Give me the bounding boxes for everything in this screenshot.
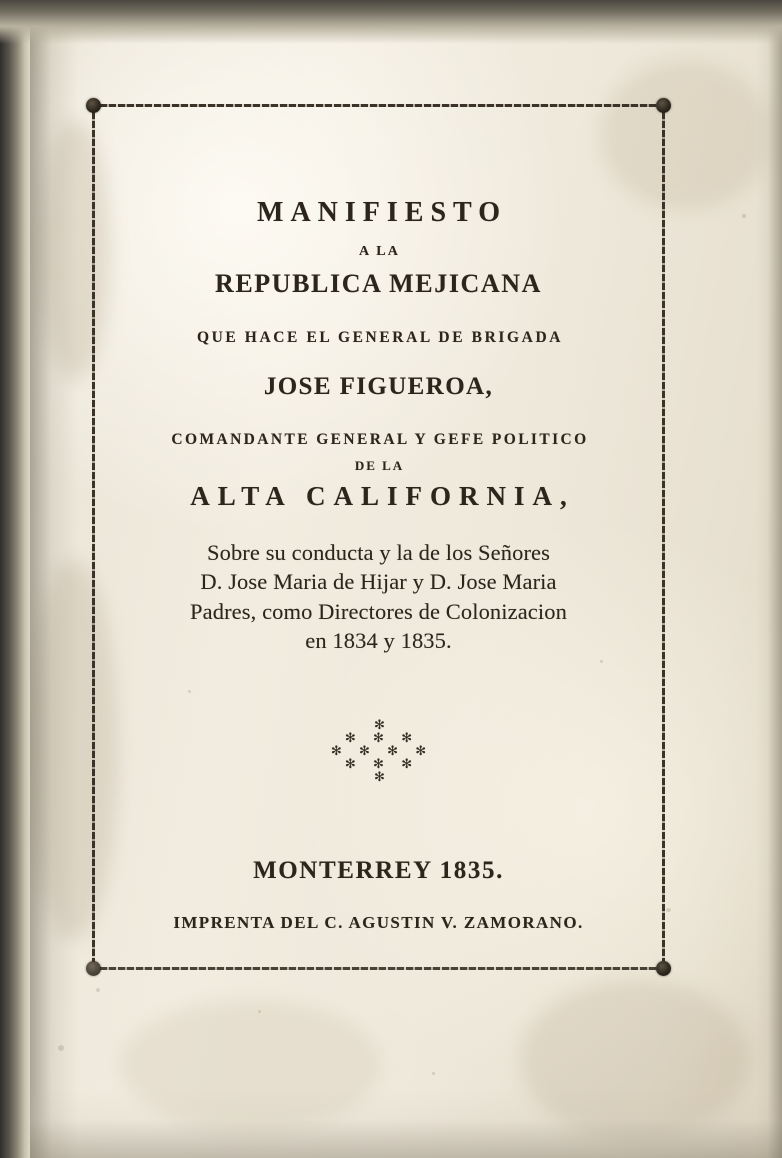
title-connector-de-la: DE LA: [354, 458, 405, 473]
asterisk-ornament: [92, 718, 665, 783]
paper-speckle: [432, 1072, 435, 1075]
author-name: JOSE FIGUEROA,: [263, 373, 494, 400]
subtitle-block: [92, 538, 665, 656]
subtitle-line: D. Jose Maria de Hijar y D. Jose Maria: [200, 569, 557, 595]
subtitle-line: Sobre su conducta y la de los Señores: [206, 540, 550, 565]
paper-speckle: [742, 214, 746, 218]
ornament-row: ✻ ✻ ✻: [344, 755, 420, 771]
ornament-row: ✻: [374, 768, 392, 784]
page-right-edge-shadow: [756, 0, 782, 1158]
page-bottom-edge-shadow: [0, 1088, 782, 1158]
title-main: MANIFIESTO: [257, 197, 507, 228]
ornament-row: ✻ ✻ ✻ ✻: [330, 742, 434, 758]
paper-speckle: [666, 908, 671, 912]
title-connector-a-la: A LA: [358, 244, 401, 259]
ornament-row: ✻: [374, 716, 392, 732]
paper-speckle: [258, 1010, 261, 1013]
imprint-printer: IMPRENTA DEL C. AGUSTIN V. ZAMORANO.: [173, 912, 584, 932]
book-binding-gutter: [0, 0, 30, 1158]
title-republica-mejicana: REPUBLICA MEJICANA: [214, 269, 543, 298]
imprint-place-year: MONTERREY 1835.: [253, 856, 504, 884]
gutter-shadow: [30, 0, 78, 1158]
title-que-hace-el-general: QUE HACE EL GENERAL DE BRIGADA: [196, 329, 564, 346]
page-top-edge-shadow: [0, 0, 782, 44]
subtitle-line: en 1834 y 1835.: [305, 628, 452, 654]
title-page-content: [92, 104, 665, 970]
ornament-row: ✻ ✻ ✻: [344, 729, 420, 745]
paper-speckle: [96, 988, 100, 992]
title-alta-california: ALTA CALIFORNIA,: [190, 481, 575, 511]
title-comandante-general: COMANDANTE GENERAL Y GEFE POLITICO: [171, 431, 589, 448]
subtitle-line: Padres, como Directores de Colonizacion: [190, 598, 567, 624]
